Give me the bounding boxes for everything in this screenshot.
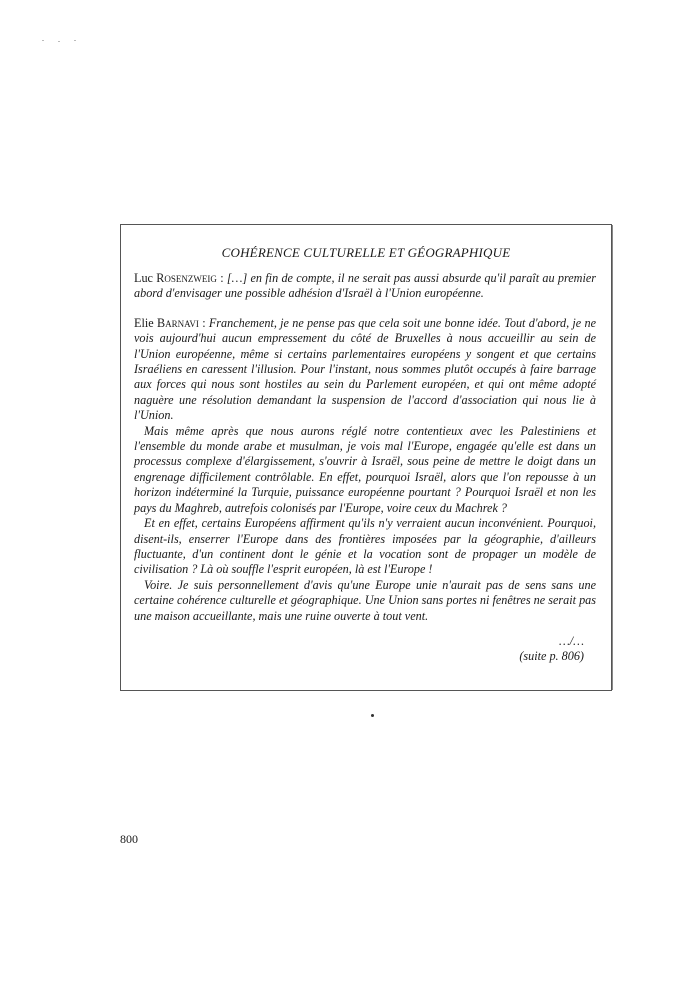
speech-text: […] en fin de compte, il ne serait pas aussi absurde qu'il paraît au premier abord d'envisager une possible adhésion d'Israël à l'Union européenne.	[134, 271, 597, 301]
speaker-name: Elie Barnavi	[134, 315, 199, 330]
paragraph-barnavi: Elie Barnavi : Franchement, je ne pense pas que cela soit une bonne idée. Tout d'abord, je ne vois aujourd'hui aucun empressement du côté de Bruxelles à nous accueillir au sein de l'Union européenne, même si certains parlementaires européens y songent et que certains Israéliens en caressent l'illusion. Pour l'instant, nous sommes plutôt occupés à faire barrage aux forces qui nous sont hostiles au sein du Parlement européen, et qui ont même adopté naguère une résolution demandant la suspension de l'accord d'association qui nous lie à l'Union.	[134, 315, 596, 423]
excerpt-title: COHÉRENCE CULTURELLE ET GÉOGRAPHIQUE	[221, 245, 511, 260]
speech-text: Franchement, je ne pense pas que cela soit une bonne idée. Tout d'abord, je ne vois aujourd'hui aucun empressement du côté de Bruxelles à nous accueillir au sein de l'Union européenne, même si certains parlementaires européens y songent et que certains Israéliens en caressent l'illusion. Pour l'instant, nous sommes plutôt occupés à faire barrage aux forces qui nous sont hostiles au sein du Parlement européen, et qui ont même adopté naguère une résolution demandant la suspension de l'accord d'association qui nous lie à l'Union.	[134, 315, 596, 423]
paragraph-continuation-3: Voire. Je suis personnellement d'avis qu'une Europe unie n'aurait pas de sens sans une certaine cohérence culturelle et géographique. Une Union sans portes ni fenêtres ne serait pas une maison accueillante, mais une ruine ouverte à tout vent.	[134, 577, 596, 623]
boxed-excerpt	[120, 224, 612, 691]
paragraph-rosenzweig: Luc Rosenzweig : […] en fin de compte, il ne serait pas aussi absurde qu'il paraît au premier abord d'envisager une possible adhésion d'Israël à l'Union européenne.	[134, 271, 597, 301]
speaker-name: Luc Rosenzweig	[134, 271, 217, 285]
paragraph-continuation-1: Mais même après que nous aurons réglé notre contentieux avec les Palestiniens et l'ensemble du monde arabe et musulman, je vois mal l'Europe, engagée qu'elle est dans un processus complexe d'élargissement, s'ouvrir à Israël, sous peine de mettre le doigt dans un engrenage difficilement contrôlable. En effet, pourquoi Israël, alors que l'on repousse à un horizon indéterminé la Turquie, puissance européenne pourtant ? Pourquoi Israël et non les pays du Maghreb, autrefois colonisés par l'Europe, voire ceux du Machrek ?	[134, 423, 596, 515]
continuation-mark: …/…	[558, 634, 584, 648]
page-number: 800	[120, 832, 138, 846]
scan-speck	[42, 40, 44, 41]
paragraph-continuation-2: Et en effet, certains Européens affirment qu'ils n'y verraient aucun inconvénient. Pourquoi, disent-ils, enserrer l'Europe dans des frontières imposées par la géographie, d'ailleurs fluctuante, d'un continent dont le génie et la vocation sont de propager un modèle de civilisation ? Là où souffle l'esprit européen, là est l'Europe !	[134, 516, 596, 577]
scan-dot	[371, 714, 374, 717]
continuation-note	[519, 634, 584, 664]
excerpt-body	[134, 271, 596, 624]
scan-speck	[74, 40, 76, 41]
continuation-reference: (suite p. 806)	[519, 649, 584, 663]
scan-speck	[58, 41, 60, 42]
